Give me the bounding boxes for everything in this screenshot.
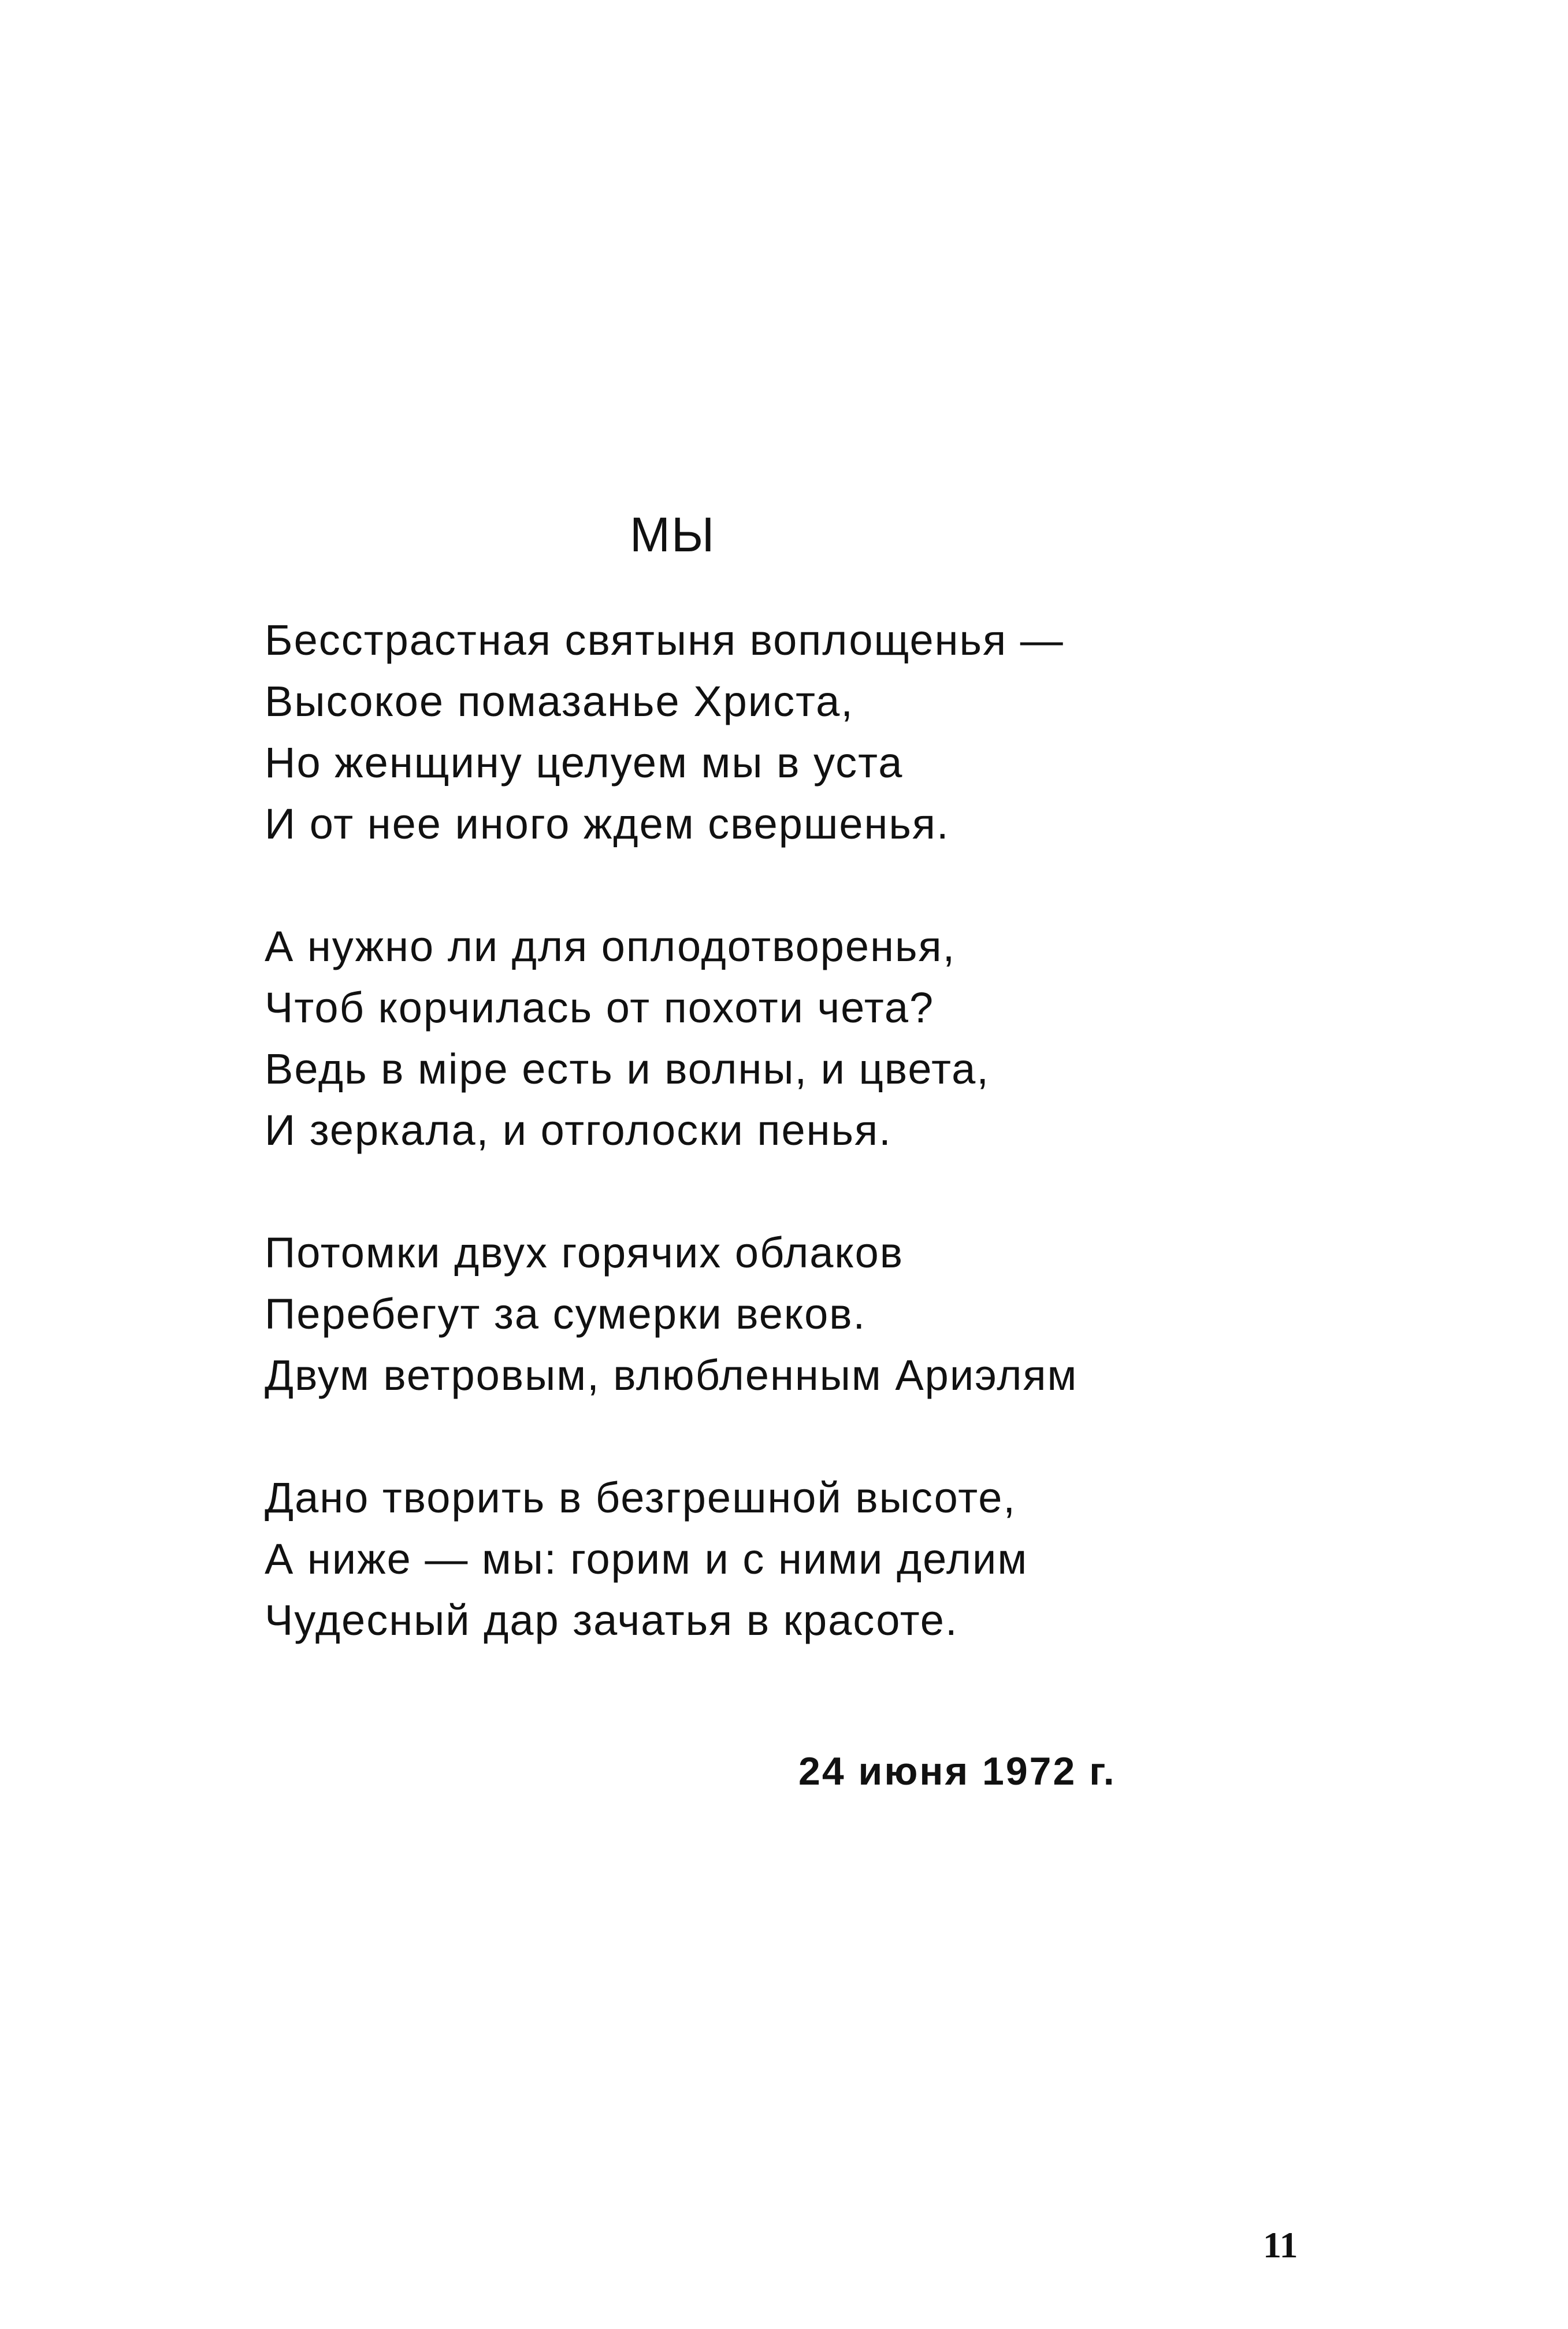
- poem-line: Чтоб корчилась от похоти чета?: [265, 984, 935, 1032]
- poem-title: МЫ: [630, 507, 716, 562]
- poem-line: А ниже — мы: горим и с ними делим: [265, 1535, 1028, 1583]
- stanza-2: [265, 916, 1247, 1161]
- poem-line: И от нее иного ждем свершенья.: [265, 800, 950, 848]
- poem-line: Высокое помазанье Христа,: [265, 677, 854, 725]
- poem-line: Но женщину целуем мы в уста: [265, 739, 904, 787]
- poem-line: Чудесный дар зачатья в красоте.: [265, 1596, 958, 1644]
- poem-line: Дано творить в безгрешной высоте,: [265, 1474, 1016, 1522]
- poem-line: Перебегут за сумерки веков.: [265, 1290, 867, 1338]
- poem-line: Потомки двух горячих облаков: [265, 1229, 904, 1277]
- poem-line: И зеркала, и отголоски пенья.: [265, 1106, 892, 1154]
- page-number: 11: [1263, 2224, 1298, 2265]
- poem-line: Бесстрастная святыня воплощенья —: [265, 616, 1064, 664]
- stanza-4: [265, 1467, 1247, 1651]
- poem-line: А нужно ли для оплодотворенья,: [265, 922, 956, 970]
- poem-line: Ведь в міре есть и волны, и цвета,: [265, 1045, 990, 1093]
- stanza-3: [265, 1222, 1247, 1406]
- poem-line: Двум ветровым, влюбленным Ариэлям: [265, 1351, 1078, 1399]
- poem-date: 24 июня 1972 г.: [798, 1749, 1116, 1793]
- stanza-1: [265, 610, 1247, 855]
- poem-body: [265, 610, 1247, 1651]
